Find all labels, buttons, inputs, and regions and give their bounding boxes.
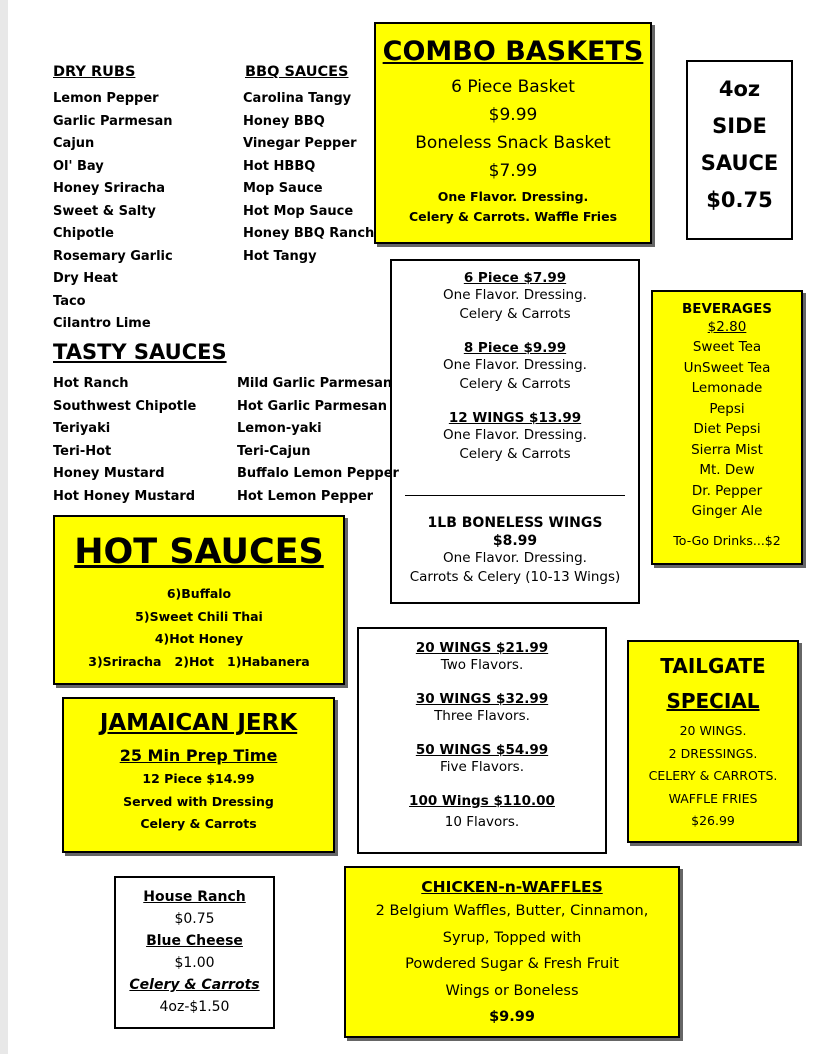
- wings-6-title: 6 Piece $7.99: [463, 270, 567, 286]
- tailgate-title-1: TAILGATE: [660, 654, 766, 678]
- bbq-sauce-item: Honey BBQ Ranch: [243, 226, 375, 241]
- combo-item-6-piece: 6 Piece Basket: [451, 77, 575, 97]
- beverage-item: UnSweet Tea: [683, 359, 771, 376]
- hot-sauces-title: HOT SAUCES: [74, 532, 324, 572]
- combo-item-boneless: Boneless Snack Basket: [415, 133, 611, 153]
- dry-rub-item: Cilantro Lime: [53, 316, 151, 331]
- combo-note-1: One Flavor. Dressing.: [437, 189, 589, 204]
- wings-8-line1: One Flavor. Dressing.: [443, 357, 587, 373]
- tasty-sauce-item: Hot Garlic Parmesan: [237, 398, 388, 414]
- jerk-line3: Celery & Carrots: [140, 816, 257, 831]
- wings-30-title: 30 WINGS $32.99: [415, 691, 549, 707]
- dry-rubs-list: [53, 88, 173, 336]
- beverages-price: $2.80: [707, 319, 747, 335]
- boneless-line1: One Flavor. Dressing.: [443, 550, 587, 566]
- bbq-sauces-list: [243, 88, 374, 268]
- boneless-price: $8.99: [492, 533, 538, 549]
- dressing-celery-carrots: Celery & Carrots: [129, 977, 260, 993]
- tasty-sauce-item: Hot Honey Mustard: [53, 488, 196, 504]
- dry-rub-item: Taco: [53, 293, 86, 309]
- bbq-sauce-item: Carolina Tangy: [243, 91, 352, 106]
- waffles-line3: Powdered Sugar & Fresh Fruit: [405, 956, 619, 972]
- tasty-sauces-title: TASTY SAUCES: [53, 340, 227, 364]
- boneless-title: 1LB BONELESS WINGS: [427, 515, 603, 531]
- tasty-sauces-col2: [237, 373, 399, 508]
- boneless-line2: Carrots & Celery (10-13 Wings): [409, 569, 621, 585]
- big-wings-box: [357, 627, 607, 854]
- waffles-line2: Syrup, Topped with: [442, 929, 582, 946]
- beverage-item: Ginger Ale: [691, 503, 763, 519]
- beverages-togo: To-Go Drinks...$2: [673, 532, 781, 548]
- wings-12-title: 12 WINGS $13.99: [448, 410, 582, 426]
- tasty-sauces-col1: [53, 373, 196, 508]
- side-sauce-box: [686, 60, 793, 240]
- hot-sauce-habanera: 1)Habanera: [227, 653, 310, 669]
- bbq-sauce-item: Mop Sauce: [243, 181, 323, 196]
- dressing-celery-carrots-price: 4oz-$1.50: [159, 999, 230, 1015]
- wings-8-title: 8 Piece $9.99: [463, 340, 567, 356]
- tailgate-price: $26.99: [691, 813, 735, 828]
- combo-baskets-box: [374, 22, 652, 244]
- wings-20-line1: Two Flavors.: [440, 657, 524, 673]
- wings-20-title: 20 WINGS $21.99: [415, 640, 549, 656]
- beverage-item: Sierra Mist: [691, 441, 763, 458]
- tailgate-box: [627, 640, 799, 843]
- jerk-line2: Served with Dressing: [123, 793, 274, 809]
- hot-sauce-row-4: [55, 651, 343, 674]
- tailgate-line3: CELERY & CARROTS.: [648, 768, 778, 783]
- page-edge: [0, 0, 8, 1054]
- waffles-line4: Wings or Boneless: [445, 982, 579, 999]
- tasty-sauce-item: Teri-Hot: [53, 443, 112, 459]
- dressing-blue-cheese: Blue Cheese: [146, 933, 243, 949]
- combo-note-2: Celery & Carrots. Waffle Fries: [408, 209, 618, 224]
- hot-sauce-buffalo: 6)Buffalo: [166, 586, 232, 601]
- beverage-item: Lemonade: [691, 380, 763, 396]
- tasty-sauce-item: Teriyaki: [53, 421, 111, 436]
- hot-sauce-hot-honey: 4)Hot Honey: [154, 631, 244, 646]
- bbq-sauce-item: Honey BBQ: [243, 113, 325, 129]
- wings-50-line1: Five Flavors.: [439, 759, 525, 775]
- hot-sauce-sweet-chili: 5)Sweet Chili Thai: [135, 608, 263, 624]
- dry-rub-item: Chipotle: [53, 226, 114, 241]
- hot-sauces-box: [53, 515, 345, 685]
- wings-12-line1: One Flavor. Dressing.: [443, 427, 587, 443]
- side-sauce-line3: SAUCE: [700, 151, 779, 175]
- wings-50-title: 50 WINGS $54.99: [415, 742, 549, 758]
- wings-8-line2: Celery & Carrots: [459, 376, 571, 392]
- chicken-waffles-box: [344, 866, 680, 1038]
- beverages-box: [651, 290, 803, 565]
- dressing-house-ranch-price: $0.75: [174, 911, 215, 927]
- side-sauce-price: $0.75: [706, 188, 773, 212]
- hot-sauce-sriracha: 3)Sriracha: [88, 653, 162, 669]
- bbq-sauce-item: Hot Tangy: [243, 248, 317, 264]
- tasty-sauce-item: Hot Lemon Pepper: [237, 488, 374, 504]
- tasty-sauce-item: Mild Garlic Parmesan: [237, 376, 393, 391]
- wings-divider: [405, 495, 625, 496]
- combo-price-boneless: $7.99: [488, 161, 538, 181]
- jamaican-jerk-box: [62, 697, 335, 853]
- dry-rub-item: Rosemary Garlic: [53, 248, 173, 264]
- beverage-item: Dr. Pepper: [691, 482, 763, 499]
- waffles-line1: 2 Belgium Waffles, Butter, Cinnamon,: [375, 903, 649, 919]
- wings-12-line2: Celery & Carrots: [459, 446, 571, 462]
- tasty-sauce-item: Lemon-yaki: [237, 421, 322, 436]
- dry-rub-item: Sweet & Salty: [53, 203, 156, 219]
- wings-6-line2: Celery & Carrots: [459, 306, 571, 322]
- side-sauce-line1: 4oz: [718, 77, 761, 101]
- bbq-sauce-item: Hot Mop Sauce: [243, 203, 354, 219]
- dressings-box: [114, 876, 275, 1029]
- tasty-sauce-item: Southwest Chipotle: [53, 398, 197, 414]
- tailgate-line2: 2 DRESSINGS.: [668, 745, 758, 761]
- hot-sauce-hot: 2)Hot: [174, 653, 214, 669]
- tasty-sauce-item: Buffalo Lemon Pepper: [237, 466, 399, 481]
- jerk-line1: 12 Piece $14.99: [142, 771, 255, 786]
- tasty-sauce-item: Hot Ranch: [53, 376, 129, 391]
- boneless-section: [390, 515, 640, 587]
- dry-rubs-title: DRY RUBS: [53, 64, 136, 80]
- beverage-item: Mt. Dew: [699, 462, 755, 478]
- tailgate-title-2: SPECIAL: [666, 689, 760, 713]
- tailgate-line4: WAFFLE FRIES: [668, 790, 758, 806]
- side-sauce-line2: SIDE: [712, 114, 767, 138]
- dressing-blue-cheese-price: $1.00: [174, 955, 215, 971]
- wings-6-line1: One Flavor. Dressing.: [443, 287, 587, 303]
- beverage-item: Pepsi: [709, 400, 745, 417]
- bbq-sauces-title: BBQ SAUCES: [245, 64, 349, 80]
- waffles-price: $9.99: [489, 1009, 535, 1025]
- combo-baskets-title: COMBO BASKETS: [382, 36, 644, 67]
- dry-rub-item: Lemon Pepper: [53, 91, 159, 106]
- combo-price-6-piece: $9.99: [488, 105, 538, 125]
- dry-rub-item: Garlic Parmesan: [53, 113, 173, 129]
- dry-rub-item: Dry Heat: [53, 271, 118, 286]
- beverages-title: BEVERAGES: [681, 301, 773, 317]
- bbq-sauce-item: Hot HBBQ: [243, 158, 316, 174]
- dry-rub-item: Cajun: [53, 136, 95, 151]
- dry-rub-item: Ol' Bay: [53, 158, 104, 174]
- wings-100-title: 100 Wings $110.00: [409, 793, 555, 809]
- waffles-title: CHICKEN-n-WAFFLES: [421, 878, 603, 896]
- dry-rub-item: Honey Sriracha: [53, 181, 166, 196]
- bbq-sauce-item: Vinegar Pepper: [243, 136, 357, 151]
- wings-100-line1: 10 Flavors.: [444, 814, 520, 830]
- jerk-prep-time: 25 Min Prep Time: [119, 746, 278, 765]
- beverages-list: [653, 337, 801, 522]
- tasty-sauce-item: Teri-Cajun: [237, 443, 311, 459]
- tailgate-line1: 20 WINGS.: [679, 723, 747, 738]
- wings-30-line1: Three Flavors.: [434, 708, 530, 724]
- beverage-item: Sweet Tea: [692, 339, 762, 355]
- beverage-item: Diet Pepsi: [693, 421, 761, 437]
- dressing-house-ranch: House Ranch: [143, 889, 246, 905]
- tasty-sauce-item: Honey Mustard: [53, 466, 165, 481]
- jerk-title: JAMAICAN JERK: [99, 710, 298, 736]
